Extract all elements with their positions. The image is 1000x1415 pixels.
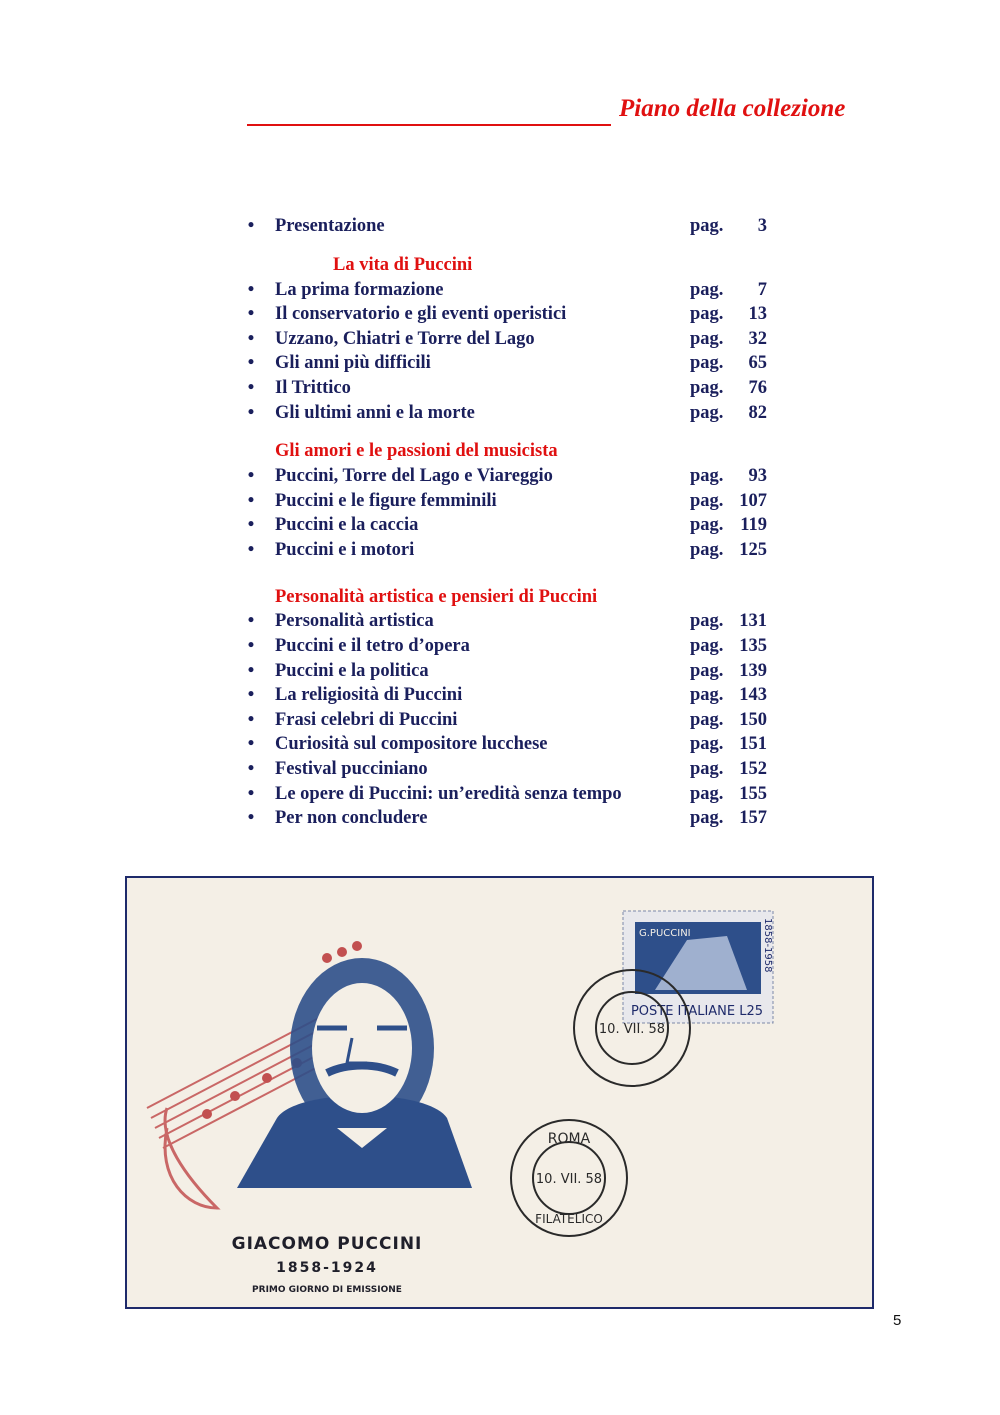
toc-pag-label: pag. (690, 515, 724, 535)
bullet-icon: • (247, 759, 255, 779)
bullet-icon: • (247, 636, 255, 656)
toc-item-label: Il conservatorio e gli eventi operistici (275, 304, 567, 324)
toc-item-presentazione[interactable] (244, 216, 804, 240)
postage-stamp (623, 911, 773, 1023)
toc-item-label: Gli ultimi anni e la morte (275, 403, 475, 423)
toc-pag-label: pag. (690, 329, 724, 349)
page-title: Piano della collezione (619, 95, 846, 122)
toc-item-label: Gli anni più difficili (275, 353, 431, 373)
toc-item-label: Puccini e la politica (275, 661, 429, 681)
toc-item[interactable] (244, 636, 804, 660)
toc-item[interactable] (244, 540, 804, 564)
toc-pag-label: pag. (690, 636, 724, 656)
page-number: 5 (893, 1312, 902, 1329)
bullet-icon: • (247, 466, 255, 486)
toc-page-number: 139 (739, 661, 767, 681)
bullet-icon: • (247, 403, 255, 423)
toc-page-number: 135 (739, 636, 767, 656)
toc-pag-label: pag. (690, 710, 724, 730)
cover-note: PRIMO GIORNO DI EMISSIONE (252, 1285, 402, 1295)
section-heading-personalita: Personalità artistica e pensieri di Puccini (275, 587, 598, 607)
toc-page-number: 131 (739, 611, 767, 631)
toc-page-number: 65 (748, 353, 767, 373)
toc-page-number: 125 (739, 540, 767, 560)
bullet-icon: • (247, 734, 255, 754)
toc-page-number: 150 (739, 710, 767, 730)
toc-item[interactable] (244, 759, 804, 783)
toc-item[interactable] (244, 710, 804, 734)
toc-item[interactable] (244, 491, 804, 515)
toc-pag-label: pag. (690, 403, 724, 423)
toc-item-label: Uzzano, Chiatri e Torre del Lago (275, 329, 535, 349)
toc-page-number: 143 (739, 685, 767, 705)
toc-item[interactable] (244, 611, 804, 635)
toc-pag-label: pag. (690, 216, 724, 236)
bullet-icon: • (247, 378, 255, 398)
toc-item-label: Personalità artistica (275, 611, 434, 631)
toc-page-number: 82 (748, 403, 767, 423)
toc-pag-label: pag. (690, 759, 724, 779)
bullet-icon: • (247, 710, 255, 730)
toc-item[interactable] (244, 378, 804, 402)
section-heading-amori: Gli amori e le passioni del musicista (275, 441, 558, 461)
first-day-cover-image (125, 876, 874, 1309)
toc-item[interactable] (244, 685, 804, 709)
stamp-name-text: G.PUCCINI (639, 928, 691, 939)
toc-item[interactable] (244, 661, 804, 685)
toc-page-number: 3 (757, 216, 767, 236)
postmark-lower-date: 10. VII. 58 (535, 1172, 603, 1187)
toc-page-number: 7 (757, 280, 767, 300)
bullet-icon: • (247, 808, 255, 828)
toc-item[interactable] (244, 808, 804, 832)
toc-item-label: Per non concludere (275, 808, 428, 828)
toc-item-label: Puccini e la caccia (275, 515, 419, 535)
toc-item-label: Puccini, Torre del Lago e Viareggio (275, 466, 553, 486)
toc-pag-label: pag. (690, 540, 724, 560)
cover-name: GIACOMO PUCCINI (231, 1234, 423, 1254)
toc-item-label: Il Trittico (275, 378, 351, 398)
bullet-icon: • (247, 329, 255, 349)
toc-item[interactable] (244, 353, 804, 377)
toc-page-number: 93 (748, 466, 767, 486)
toc-pag-label: pag. (690, 466, 724, 486)
toc-pag-label: pag. (690, 734, 724, 754)
toc-item[interactable] (244, 304, 804, 328)
toc-page-number: 107 (739, 491, 767, 511)
toc-item-label: Presentazione (275, 216, 385, 236)
toc-item-label: Festival pucciniano (275, 759, 428, 779)
bullet-icon: • (247, 611, 255, 631)
toc-item-label: La prima formazione (275, 280, 444, 300)
bullet-icon: • (247, 280, 255, 300)
bullet-icon: • (247, 515, 255, 535)
stamp-text: POSTE ITALIANE L25 (630, 1004, 764, 1019)
toc-pag-label: pag. (690, 808, 724, 828)
toc-item-label: Frasi celebri di Puccini (275, 710, 458, 730)
toc-item[interactable] (244, 466, 804, 490)
bullet-icon: • (247, 216, 255, 236)
toc-item-label: Curiosità sul compositore lucchese (275, 734, 548, 754)
bullet-icon: • (247, 353, 255, 373)
toc-item-label: Le opere di Puccini: un’eredità senza tempo (275, 784, 622, 804)
toc-page-number: 32 (748, 329, 767, 349)
bullet-icon: • (247, 491, 255, 511)
toc-page-number: 155 (739, 784, 767, 804)
toc-page-number: 119 (740, 515, 767, 535)
toc-pag-label: pag. (690, 784, 724, 804)
bullet-icon: • (247, 784, 255, 804)
toc-item-label: Puccini e i motori (275, 540, 415, 560)
postmark-office: FILATELICO (535, 1212, 603, 1226)
toc-item[interactable] (244, 329, 804, 353)
toc-page-number: 152 (739, 759, 767, 779)
toc-pag-label: pag. (690, 661, 724, 681)
toc-pag-label: pag. (690, 491, 724, 511)
toc-page-number: 151 (739, 734, 767, 754)
toc-item-label: Puccini e il tetro d’opera (275, 636, 470, 656)
toc-pag-label: pag. (690, 611, 724, 631)
toc-item[interactable] (244, 515, 804, 539)
toc-pag-label: pag. (690, 378, 724, 398)
toc-pag-label: pag. (690, 304, 724, 324)
cover-years: 1858-1924 (276, 1260, 378, 1276)
bullet-icon: • (247, 540, 255, 560)
header-rule (247, 124, 611, 126)
toc-pag-label: pag. (690, 353, 724, 373)
toc-pag-label: pag. (690, 685, 724, 705)
toc-pag-label: pag. (690, 280, 724, 300)
toc-item[interactable] (244, 403, 804, 427)
toc-page-number: 76 (748, 378, 767, 398)
toc-item-label: La religiosità di Puccini (275, 685, 463, 705)
bullet-icon: • (247, 304, 255, 324)
toc-item[interactable] (244, 734, 804, 758)
toc-page-number: 157 (739, 808, 767, 828)
postmark-city: ROMA (547, 1131, 591, 1147)
bullet-icon: • (247, 661, 255, 681)
postmark-upper-date: 10. VII. 58 (598, 1022, 666, 1037)
toc-page-number: 13 (748, 304, 767, 324)
toc-item-label: Puccini e le figure femminili (275, 491, 497, 511)
toc-item[interactable] (244, 784, 804, 808)
stamp-years-text: 1858-1958 (762, 918, 773, 973)
toc-item[interactable] (244, 280, 804, 304)
section-heading-vita: La vita di Puccini (333, 255, 473, 275)
bullet-icon: • (247, 685, 255, 705)
page-header (247, 95, 867, 129)
